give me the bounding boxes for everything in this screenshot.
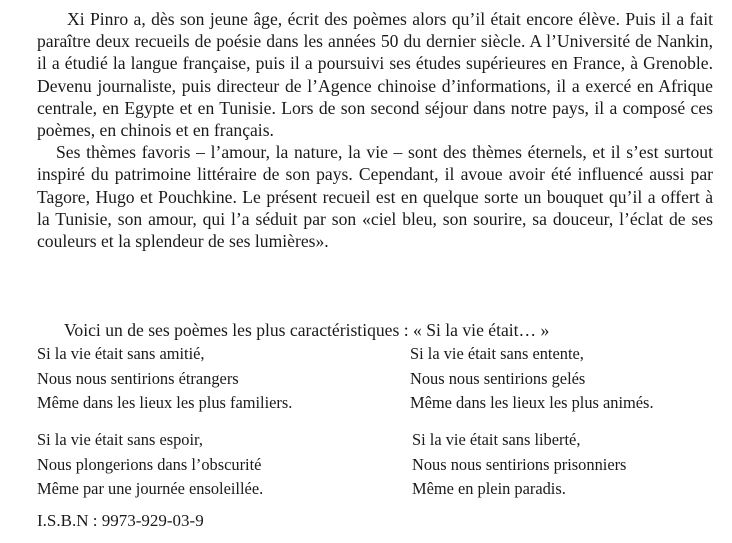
poem-intro: Voici un de ses poèmes les plus caractéristiques : « Si la vie était… » xyxy=(64,320,550,340)
poem-line: Même dans les lieux les plus animés. xyxy=(410,393,654,412)
poem-line: Nous nous sentirions prisonniers xyxy=(412,454,627,474)
poem-line: Même par une journée ensoleillée. xyxy=(37,479,264,498)
poem-line: Si la vie était sans liberté, xyxy=(412,430,581,449)
poem-line: Nous nous sentirions gelés xyxy=(410,368,586,388)
poem-line: Si la vie était sans amitié, xyxy=(37,344,205,363)
isbn-number: I.S.B.N : 9973-929-03-9 xyxy=(37,511,204,530)
poem-line: Nous nous sentirions étrangers xyxy=(37,368,239,388)
poem-stanza xyxy=(37,428,263,502)
poem-line: Même dans les lieux les plus familiers. xyxy=(37,393,293,412)
body-text xyxy=(37,8,713,252)
poem-stanza xyxy=(37,342,292,416)
poem-line: Si la vie était sans entente, xyxy=(410,344,584,363)
paragraph-themes: Ses thèmes favoris – l’amour, la nature, la vie – sont des thèmes éternels, et il s’est surtout inspiré du patrimoine littéraire de son pays. Cependant, il avoue avoir été influencé aussi par Tagore, Hugo et Pouchkine. Le présent recueil est en quelque sorte un bouquet qu’il a offert à la Tunisie, son amour, qui l’a séduit par son «ciel bleu, son sourire, sa douceur, l’éclat de ses couleurs et la splendeur de ses lumières». xyxy=(37,142,713,252)
paragraph-biography: Xi Pinro a, dès son jeune âge, écrit des poèmes alors qu’il était encore élève. Puis il a fait paraître deux recueils de poésie dans les années 50 du dernier siècle. A l’Université de Nankin, il a étudié la langue française, puis il a poursuivi ses études supérieures en France, à Grenoble. Devenu journaliste, puis directeur de l’Agence chinoise d’informations, il a exercé en Afrique centrale, en Egypte et en Tunisie. Lors de son second séjour dans notre pays, il a composé ces poèmes, en chinois et en français. xyxy=(37,9,713,141)
poem-line: Si la vie était sans espoir, xyxy=(37,430,203,449)
poem-stanza xyxy=(412,428,626,502)
poem-line: Nous plongerions dans l’obscurité xyxy=(37,454,262,474)
poem-stanza xyxy=(410,342,654,416)
poem-line: Même en plein paradis. xyxy=(412,479,566,498)
